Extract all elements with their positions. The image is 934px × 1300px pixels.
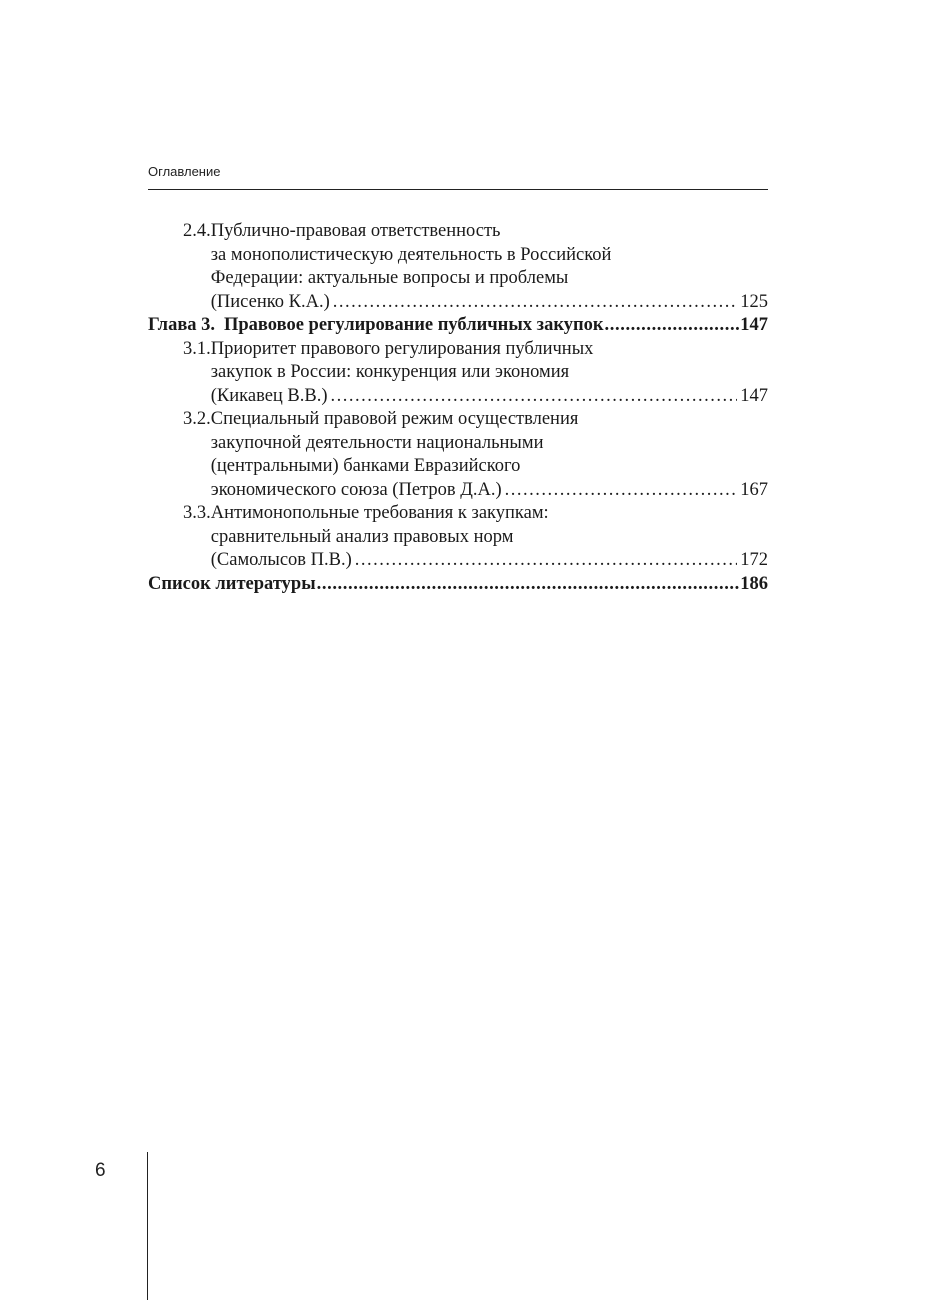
page-number: 6 — [95, 1160, 106, 1181]
toc-entry-2-4[interactable] — [148, 220, 768, 314]
margin-rule — [147, 1152, 148, 1300]
toc-entry-line: за монополистическую деятельность в Российской — [210, 244, 612, 265]
toc-entry-number: 3.1. — [183, 338, 211, 359]
toc-chapter-title: Правовое регулирование публичных закупок — [224, 315, 604, 335]
toc-entry-line: Публично-правовая ответственность — [210, 221, 501, 241]
toc-entry-number: 2.4. — [183, 221, 211, 241]
toc-entry-number: 3.3. — [183, 503, 211, 523]
header-rule — [148, 189, 768, 190]
toc-chapter-number: Глава 3. — [148, 315, 216, 335]
toc-bibliography[interactable] — [148, 573, 768, 597]
toc-entry-3-1[interactable] — [148, 338, 768, 409]
dot-leader — [331, 385, 738, 409]
toc-entry-3-2[interactable] — [148, 408, 768, 502]
dot-leader — [505, 479, 738, 503]
toc-entry-author: (Самолысов П.В.) — [210, 550, 352, 570]
toc-page-number: 125 — [740, 291, 768, 312]
toc-entry-line: закупочной деятельности национальными — [210, 432, 544, 453]
toc-entry-number: 3.2. — [183, 409, 211, 429]
dot-leader — [355, 549, 737, 573]
toc-page-number: 147 — [740, 315, 768, 335]
toc-page-number: 186 — [740, 573, 768, 594]
dot-leader — [333, 291, 737, 315]
toc-entry-line: Специальный правовой режим осуществления — [210, 409, 579, 429]
toc-page-number: 147 — [740, 385, 768, 406]
toc-entry-author: (Кикавец В.В.) — [210, 385, 328, 406]
toc-entry-line: Федерации: актуальные вопросы и проблемы — [210, 268, 569, 288]
toc-entry-author: (Писенко К.А.) — [210, 291, 330, 312]
table-of-contents — [148, 220, 768, 596]
toc-page-number: 167 — [740, 479, 768, 500]
toc-entry-3-3[interactable] — [148, 502, 768, 573]
dot-leader — [317, 573, 740, 597]
toc-entry-author: экономического союза (Петров Д.А.) — [210, 479, 502, 500]
toc-page-number: 172 — [740, 550, 768, 570]
toc-bibliography-title: Список литературы — [148, 573, 316, 594]
toc-chapter-3[interactable] — [148, 314, 768, 338]
dot-leader — [605, 314, 740, 338]
toc-entry-line: (центральными) банками Евразийского — [210, 456, 521, 476]
running-head: Оглавление — [148, 164, 221, 179]
toc-entry-line: Антимонопольные требования к закупкам: — [210, 503, 549, 523]
toc-entry-line: сравнительный анализ правовых норм — [210, 526, 514, 547]
toc-entry-line: закупок в России: конкуренция или экономия — [210, 362, 570, 382]
toc-entry-line: Приоритет правового регулирования публичных — [210, 338, 594, 359]
